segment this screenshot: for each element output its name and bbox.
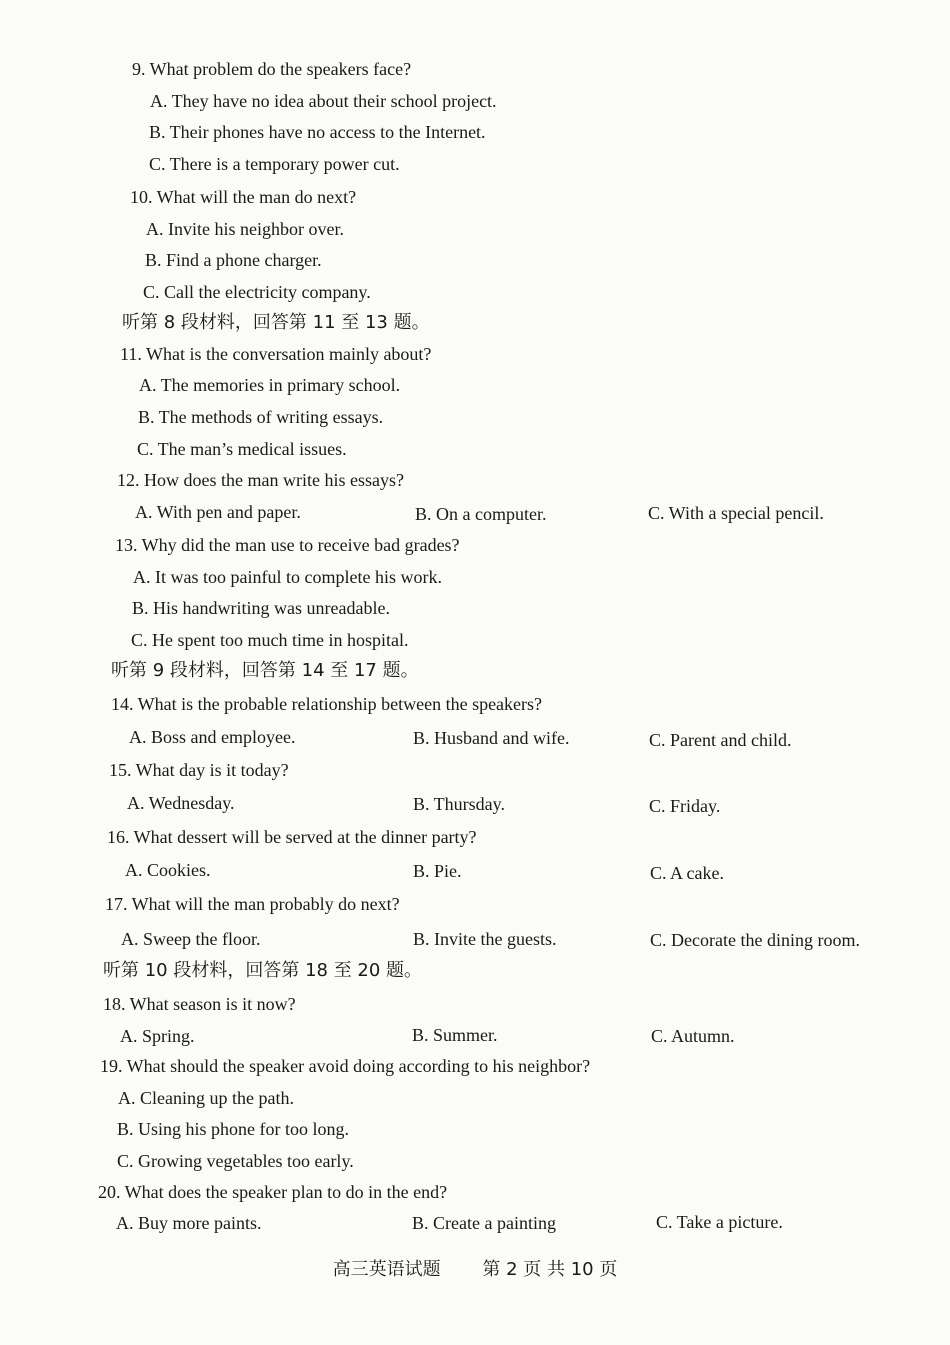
option-20b: B. Create a painting — [412, 1213, 556, 1233]
section-heading-10: 听第 10 段材料，回答第 18 至 20 题。 — [103, 960, 423, 981]
question-20: 20. What does the speaker plan to do in the end? — [98, 1182, 448, 1202]
option-12b: B. On a computer. — [415, 504, 547, 524]
option-15b: B. Thursday. — [413, 794, 505, 814]
page-footer — [0, 1255, 950, 1281]
option-9a: A. They have no idea about their school project. — [150, 91, 497, 111]
option-11c: C. The man’s medical issues. — [137, 439, 347, 459]
option-11b: B. The methods of writing essays. — [138, 407, 384, 427]
question-13: 13. Why did the man use to receive bad grades? — [115, 535, 460, 555]
question-9: 9. What problem do the speakers face? — [132, 59, 412, 79]
option-20c: C. Take a picture. — [656, 1212, 783, 1232]
question-19: 19. What should the speaker avoid doing according to his neighbor? — [100, 1056, 591, 1076]
section-heading-8: 听第 8 段材料，回答第 11 至 13 题。 — [122, 312, 430, 333]
question-11: 11. What is the conversation mainly about? — [120, 344, 432, 364]
option-14c: C. Parent and child. — [649, 730, 792, 750]
option-14b: B. Husband and wife. — [413, 728, 570, 748]
question-16: 16. What dessert will be served at the dinner party? — [107, 827, 477, 847]
option-19a: A. Cleaning up the path. — [118, 1088, 294, 1108]
option-20a: A. Buy more paints. — [116, 1213, 262, 1233]
question-17: 17. What will the man probably do next? — [105, 894, 400, 914]
option-15c: C. Friday. — [649, 796, 721, 816]
option-12c: C. With a special pencil. — [648, 503, 824, 523]
option-15a: A. Wednesday. — [127, 793, 235, 813]
option-18b: B. Summer. — [412, 1025, 498, 1045]
option-13a: A. It was too painful to complete his work. — [133, 567, 442, 587]
option-17c: C. Decorate the dining room. — [650, 930, 860, 950]
option-11a: A. The memories in primary school. — [139, 375, 401, 395]
option-9c: C. There is a temporary power cut. — [149, 154, 400, 174]
option-16a: A. Cookies. — [125, 860, 211, 880]
question-12: 12. How does the man write his essays? — [117, 470, 404, 490]
footer-page-number: 第 2 页 共 10 页 — [482, 1259, 618, 1280]
section-heading-9: 听第 9 段材料，回答第 14 至 17 题。 — [111, 660, 419, 681]
option-16b: B. Pie. — [413, 861, 462, 881]
option-10c: C. Call the electricity company. — [143, 282, 371, 302]
option-14a: A. Boss and employee. — [129, 727, 296, 747]
question-10: 10. What will the man do next? — [130, 187, 357, 207]
option-17a: A. Sweep the floor. — [121, 929, 261, 949]
option-12a: A. With pen and paper. — [135, 502, 301, 522]
option-13c: C. He spent too much time in hospital. — [131, 630, 409, 650]
option-10b: B. Find a phone charger. — [145, 250, 322, 270]
option-10a: A. Invite his neighbor over. — [146, 219, 344, 239]
option-18c: C. Autumn. — [651, 1026, 735, 1046]
option-17b: B. Invite the guests. — [413, 929, 557, 949]
option-19b: B. Using his phone for too long. — [117, 1119, 349, 1139]
footer-exam-title: 高三英语试题 — [332, 1259, 441, 1280]
option-9b: B. Their phones have no access to the Internet. — [149, 122, 486, 142]
question-15: 15. What day is it today? — [109, 760, 289, 780]
question-14: 14. What is the probable relationship between the speakers? — [111, 694, 543, 714]
option-18a: A. Spring. — [120, 1026, 195, 1046]
option-16c: C. A cake. — [650, 863, 724, 883]
option-13b: B. His handwriting was unreadable. — [132, 598, 390, 618]
question-18: 18. What season is it now? — [103, 994, 296, 1014]
option-19c: C. Growing vegetables too early. — [117, 1151, 354, 1171]
